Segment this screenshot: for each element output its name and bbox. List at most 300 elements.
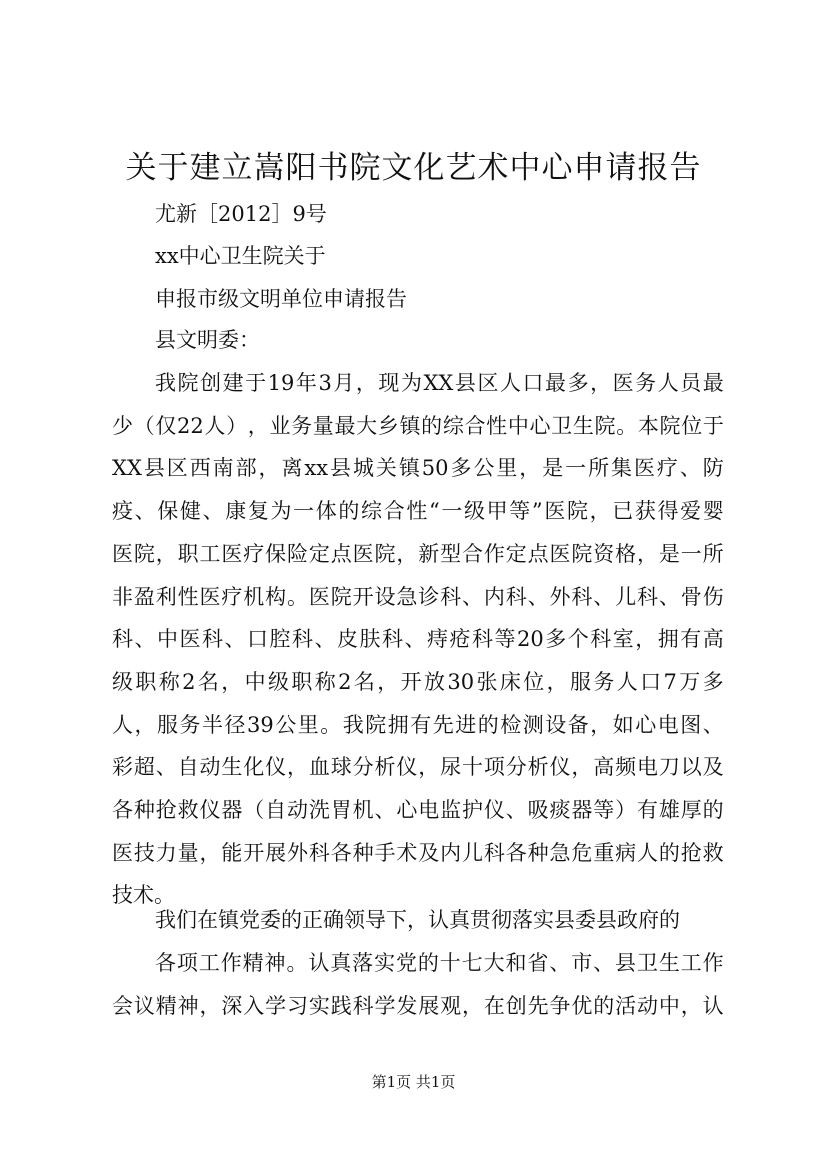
glyph: 、: [462, 584, 483, 609]
glyph: 心: [635, 712, 657, 737]
glyph: 量: [177, 840, 199, 865]
para3-line: [112, 992, 724, 1020]
glyph: 为: [400, 371, 422, 395]
glyph: XX: [112, 456, 142, 481]
glyph: 内: [483, 584, 505, 609]
glyph: 多: [702, 669, 724, 694]
glyph: 19: [267, 371, 295, 395]
glyph: 精: [242, 951, 264, 975]
glyph: 作: [220, 951, 242, 975]
glyph: 人: [112, 712, 133, 737]
glyph: 务: [635, 371, 657, 395]
glyph: 各: [155, 951, 176, 975]
glyph: ，: [680, 993, 702, 1018]
glyph: 新: [418, 541, 440, 566]
glyph: 获: [634, 499, 656, 524]
glyph: 院: [594, 413, 616, 438]
glyph: 创: [200, 371, 222, 395]
glyph: 县: [330, 456, 352, 481]
glyph: 皮: [337, 627, 358, 652]
glyph: 保: [265, 541, 287, 566]
glyph: 室: [612, 627, 634, 652]
glyph: 康: [225, 499, 247, 524]
glyph: 人: [204, 413, 226, 438]
glyph: 践: [330, 993, 352, 1018]
glyph: 科: [352, 993, 374, 1018]
glyph: ，: [637, 541, 658, 566]
glyph: 动: [287, 798, 308, 822]
glyph: 监: [440, 798, 462, 822]
glyph: 党: [395, 951, 417, 975]
glyph: 落: [352, 951, 374, 975]
glyph: 2: [338, 669, 352, 694]
glyph: 进: [455, 712, 477, 737]
glyph: 性: [406, 499, 428, 524]
glyph: 外: [549, 584, 571, 609]
glyph: 定: [308, 541, 330, 566]
para1-line: [112, 753, 724, 781]
glyph: 。: [287, 584, 308, 609]
glyph: 区: [477, 371, 499, 395]
glyph: 科: [483, 840, 505, 865]
glyph: 30: [447, 669, 475, 694]
glyph: ”: [531, 499, 543, 524]
glyph: 、: [658, 584, 680, 609]
glyph: 多: [450, 456, 472, 481]
glyph: 创: [505, 993, 527, 1018]
glyph: 2: [182, 669, 196, 694]
glyph: 、: [702, 712, 724, 737]
glyph: 认: [308, 951, 330, 975]
glyph: 科: [112, 627, 133, 652]
glyph: 危: [571, 840, 593, 865]
glyph: 设: [545, 712, 567, 737]
glyph: 儿: [462, 840, 483, 865]
glyph: 离: [281, 456, 303, 481]
glyph: 等: [509, 499, 531, 524]
glyph: 腔: [269, 627, 291, 652]
para1-line: [112, 540, 724, 568]
glyph: 得: [657, 499, 679, 524]
glyph: 先: [432, 712, 454, 737]
glyph: 位: [681, 413, 703, 438]
glyph: 科: [382, 627, 403, 652]
glyph: 体: [315, 499, 337, 524]
glyph: 医: [199, 584, 221, 609]
glyph: 机: [243, 584, 265, 609]
glyph: 。: [320, 712, 342, 737]
glyph: 最: [334, 413, 356, 438]
glyph: 省: [527, 951, 549, 975]
glyph: 尿: [440, 755, 462, 780]
glyph: 、: [134, 627, 156, 652]
glyph: 急: [396, 584, 418, 609]
glyph: 业: [269, 413, 291, 438]
glyph: 及: [418, 840, 440, 865]
glyph: 我: [155, 371, 176, 395]
glyph: 性: [486, 413, 508, 438]
glyph: 人: [637, 840, 658, 865]
glyph: 种: [133, 798, 155, 822]
glyph: 、: [224, 627, 246, 652]
glyph: 诊: [418, 584, 440, 609]
glyph: ，: [258, 456, 280, 481]
glyph: 复: [247, 499, 269, 524]
glyph: 仪: [396, 755, 418, 780]
glyph: 生: [572, 413, 594, 438]
glyph: 疮: [449, 627, 471, 652]
glyph: 七: [461, 951, 483, 975]
glyph: 级: [112, 669, 133, 694]
glyph: 一: [293, 499, 315, 524]
glyph: 少: [112, 413, 133, 438]
glyph: 多: [567, 371, 589, 395]
glyph: 人: [499, 371, 521, 395]
glyph: 最: [545, 371, 567, 395]
glyph: 十: [439, 951, 461, 975]
glyph: 优: [571, 993, 593, 1018]
glyph: 综: [361, 499, 383, 524]
glyph: 痔: [427, 627, 448, 652]
glyph: 疗: [656, 456, 678, 481]
glyph: 等: [593, 798, 615, 822]
glyph: 超: [133, 755, 155, 780]
glyph: ，: [287, 755, 308, 780]
glyph: 区: [166, 456, 188, 481]
glyph: 重: [593, 840, 615, 865]
glyph: 真: [330, 951, 352, 975]
glyph: 月: [333, 371, 355, 395]
para1-line: 技术。: [112, 883, 175, 908]
glyph: 定: [505, 541, 527, 566]
glyph: 分: [352, 755, 374, 780]
glyph: 及: [702, 755, 724, 780]
glyph: 刀: [658, 755, 680, 780]
glyph: 析: [527, 755, 549, 780]
glyph: 议: [133, 993, 155, 1018]
glyph: 险: [287, 541, 308, 566]
glyph: 手: [374, 840, 396, 865]
glyph: 镇: [399, 413, 421, 438]
glyph: 职: [291, 669, 313, 694]
glyph: 、: [155, 755, 177, 780]
glyph: 作: [702, 951, 724, 975]
glyph: 机: [352, 798, 374, 822]
glyph: 救: [177, 798, 199, 822]
glyph: 展: [265, 840, 287, 865]
glyph: 高: [702, 627, 724, 652]
glyph: 技: [133, 840, 155, 865]
glyph: 科: [202, 627, 223, 652]
para1-line: [112, 711, 724, 739]
glyph: 的: [338, 499, 360, 524]
glyph: ，: [355, 371, 377, 395]
glyph: 构: [265, 584, 287, 609]
glyph: 建: [222, 371, 244, 395]
glyph: 一: [441, 499, 463, 524]
glyph: 工: [198, 951, 220, 975]
glyph: 人: [657, 371, 679, 395]
glyph: 盈: [133, 584, 155, 609]
glyph: 。: [286, 951, 308, 975]
para3-line: [155, 949, 724, 977]
glyph: 称: [314, 669, 336, 694]
glyph: 、: [527, 584, 549, 609]
glyph: 点: [527, 541, 549, 566]
glyph: 、: [374, 798, 396, 822]
glyph: 在: [483, 993, 505, 1018]
glyph: 自: [177, 755, 199, 780]
glyph: 性: [177, 584, 199, 609]
paragraph-2-line: 我们在镇党委的正确领导下，认真贯彻落实县委县政府的: [155, 908, 680, 932]
glyph: 备: [567, 712, 589, 737]
glyph: 集: [611, 456, 633, 481]
para1-line: [112, 668, 724, 696]
glyph: 务: [179, 712, 201, 737]
glyph: 为: [270, 499, 292, 524]
glyph: 口: [640, 669, 662, 694]
glyph: 生: [221, 755, 243, 780]
glyph: 39: [247, 712, 274, 737]
glyph: 。: [616, 413, 638, 438]
glyph: 现: [378, 371, 400, 395]
glyph: 中: [658, 993, 680, 1018]
glyph: 爱: [680, 499, 702, 524]
glyph: 院: [177, 371, 199, 395]
glyph: ，: [519, 456, 541, 481]
glyph: 院: [566, 499, 588, 524]
salutation: 县文明委：: [155, 328, 260, 352]
glyph: 争: [549, 993, 571, 1018]
glyph: 婴: [702, 499, 724, 524]
glyph: 防: [702, 456, 724, 481]
glyph: 肤: [359, 627, 381, 652]
glyph: 医: [179, 627, 201, 652]
glyph: 是: [542, 456, 564, 481]
glyph: （: [133, 413, 155, 438]
glyph: 职: [177, 541, 199, 566]
glyph: 医: [112, 541, 133, 566]
glyph: 、: [404, 627, 426, 652]
glyph: 展: [418, 993, 440, 1018]
glyph: 于: [702, 413, 724, 438]
glyph: 22: [177, 413, 204, 438]
glyph: 分: [505, 755, 527, 780]
glyph: 个: [567, 627, 589, 652]
glyph: 综: [442, 413, 464, 438]
glyph: 骨: [680, 584, 702, 609]
glyph: 点: [330, 541, 352, 566]
glyph: 西: [189, 456, 211, 481]
glyph: 能: [221, 840, 243, 865]
glyph: 神: [264, 951, 286, 975]
glyph: 球: [330, 755, 352, 780]
glyph: 电: [637, 755, 658, 780]
glyph: 频: [615, 755, 637, 780]
document-number: 尤新［2012］9号: [155, 202, 327, 226]
glyph: 拥: [657, 627, 679, 652]
glyph: 20: [517, 627, 544, 652]
glyph: ，: [396, 541, 418, 566]
glyph: 化: [243, 755, 265, 780]
glyph: 甲: [486, 499, 508, 524]
glyph: 大: [483, 951, 505, 975]
glyph: 县: [454, 371, 476, 395]
glyph: 员: [680, 371, 702, 395]
glyph: 疗: [221, 584, 243, 609]
glyph: 仪: [549, 755, 571, 780]
glyph: 仪: [199, 798, 221, 822]
glyph: 科: [308, 840, 330, 865]
glyph: ，: [134, 712, 156, 737]
glyph: 院: [659, 413, 681, 438]
glyph: 开: [352, 584, 374, 609]
glyph: 、: [314, 627, 336, 652]
subtitle-line-1: xx中心卫生院关于: [155, 244, 326, 268]
glyph: 开: [400, 669, 422, 694]
glyph: 利: [155, 584, 177, 609]
glyph: 会: [112, 993, 133, 1018]
glyph: 合: [383, 499, 405, 524]
glyph: 公: [473, 456, 495, 481]
glyph: 拥: [387, 712, 409, 737]
glyph: 科: [571, 584, 593, 609]
glyph: 、: [593, 951, 615, 975]
glyph: 等: [494, 627, 516, 652]
glyph: ，: [635, 627, 657, 652]
glyph: 心: [396, 798, 418, 822]
glyph: 张: [476, 669, 498, 694]
glyph: “: [428, 499, 440, 524]
document-title: 关于建立嵩阳书院文化艺术中心申请报告: [125, 150, 702, 186]
para1-line: [112, 796, 724, 824]
glyph: 半: [202, 712, 223, 737]
glyph: 科: [440, 584, 462, 609]
glyph: 非: [112, 584, 133, 609]
page-footer: 第1页 共1页: [371, 1073, 456, 1091]
glyph: 内: [440, 840, 462, 865]
glyph: 里: [297, 712, 319, 737]
glyph: 、: [202, 499, 224, 524]
glyph: ，: [377, 669, 399, 694]
glyph: 痰: [549, 798, 571, 822]
glyph: 已: [612, 499, 634, 524]
glyph: 电: [418, 798, 440, 822]
glyph: 务: [593, 669, 615, 694]
glyph: 术: [396, 840, 418, 865]
glyph: 多: [545, 627, 567, 652]
glyph: 工: [199, 541, 221, 566]
glyph: 测: [522, 712, 544, 737]
glyph: 、: [505, 798, 527, 822]
glyph: xx: [304, 456, 329, 481]
glyph: 高: [593, 755, 615, 780]
glyph: 动: [637, 993, 658, 1018]
glyph: 工: [680, 951, 702, 975]
subtitle-line-2: 申报市级文明单位申请报告: [155, 287, 407, 311]
glyph: 、: [679, 456, 701, 481]
glyph: 学: [374, 993, 396, 1018]
glyph: 外: [287, 840, 308, 865]
glyph: 认: [702, 993, 724, 1018]
glyph: 合: [462, 541, 483, 566]
glyph: ，: [221, 669, 243, 694]
glyph: 实: [308, 993, 330, 1018]
glyph: 县: [615, 951, 637, 975]
glyph: 人: [616, 669, 638, 694]
glyph: 床: [499, 669, 521, 694]
glyph: ，: [571, 755, 593, 780]
glyph: 生: [658, 951, 680, 975]
glyph: 万: [679, 669, 701, 694]
glyph: 如: [612, 712, 634, 737]
glyph: 径: [224, 712, 246, 737]
glyph: 种: [527, 840, 549, 865]
glyph: 病: [615, 840, 637, 865]
glyph: 洗: [308, 798, 330, 822]
glyph: 救: [702, 840, 724, 865]
glyph: 健: [179, 499, 201, 524]
glyph: ，: [590, 371, 612, 395]
glyph: 力: [155, 840, 177, 865]
glyph: 合: [464, 413, 486, 438]
glyph: 、: [134, 499, 156, 524]
glyph: ，: [418, 755, 440, 780]
glyph: 神: [177, 993, 199, 1018]
glyph: ）: [615, 798, 637, 822]
glyph: 的: [477, 712, 499, 737]
glyph: 型: [440, 541, 462, 566]
glyph: 、: [593, 584, 615, 609]
glyph: 量: [312, 413, 334, 438]
glyph: 项: [176, 951, 198, 975]
glyph: 入: [243, 993, 265, 1018]
glyph: 实: [374, 951, 396, 975]
glyph: 以: [680, 755, 702, 780]
glyph: 的: [593, 993, 615, 1018]
glyph: ，: [199, 840, 221, 865]
glyph: 电: [657, 712, 679, 737]
glyph: 观: [440, 993, 462, 1018]
glyph: 名: [197, 669, 219, 694]
glyph: 资: [593, 541, 615, 566]
glyph: 医: [221, 541, 243, 566]
glyph: 儿: [615, 584, 637, 609]
glyph: 析: [374, 755, 396, 780]
glyph: 里: [496, 456, 518, 481]
glyph: 急: [549, 840, 571, 865]
glyph: ，: [589, 499, 611, 524]
glyph: 卫: [551, 413, 573, 438]
glyph: 发: [396, 993, 418, 1018]
glyph: 院: [374, 541, 396, 566]
glyph: 作: [483, 541, 505, 566]
glyph: 设: [374, 584, 396, 609]
glyph: 部: [235, 456, 257, 481]
glyph: 名: [353, 669, 375, 694]
glyph: 位: [523, 669, 545, 694]
glyph: 检: [500, 712, 522, 737]
glyph: 各: [330, 840, 352, 865]
glyph: 中: [157, 627, 178, 652]
para1-line: [112, 625, 724, 653]
glyph: 年: [295, 371, 317, 395]
glyph: 南: [212, 456, 234, 481]
glyph: 保: [157, 499, 179, 524]
glyph: 项: [483, 755, 505, 780]
glyph: 关: [375, 456, 397, 481]
glyph: 是: [658, 541, 680, 566]
